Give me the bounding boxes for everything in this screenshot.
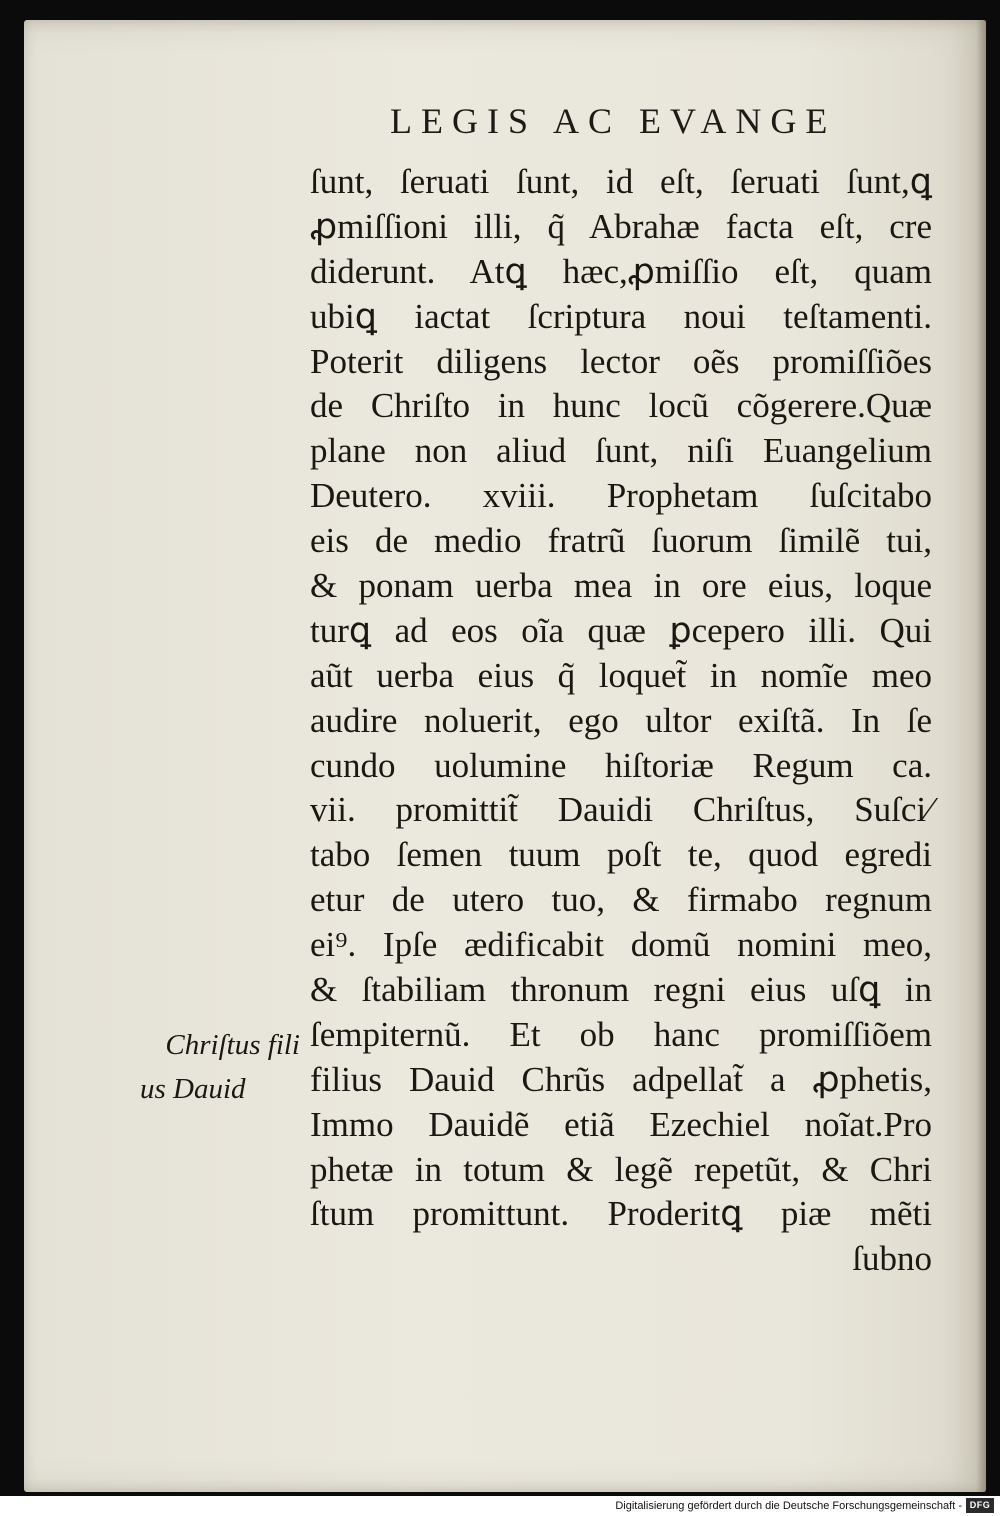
marginal-note [140, 1023, 300, 1111]
text-line: ſempiternũ. Et ob hanc promiſſiõem [310, 1014, 932, 1054]
dfg-logo: DFG [966, 1498, 994, 1513]
text-line: ꝓmiſſioni illi, q̃ Abrahæ facta eſt, cre [310, 206, 932, 246]
marginal-note-line: Chriſtus fili [165, 1029, 300, 1061]
text-line: eis de medio fratrũ ſuorum ſimilẽ tui, [310, 521, 932, 561]
page-edge [976, 20, 986, 1492]
text-line: tabo ſemen tuum poſt te, quod egredi [310, 835, 932, 875]
text-line: audire noluerit, ego ultor exiſtã. In ſe [310, 700, 932, 740]
text-line: ei⁹. Ipſe ædificabit domũ nomini meo, [310, 925, 932, 965]
text-line: vii. promittit̃ Dauidi Chriſtus, Suſci⁄ [310, 790, 932, 830]
text-line: phetæ in totum & legẽ repetũt, & Chri [310, 1149, 932, 1189]
text-line: diderunt. Atꝗ hæc,ꝓmiſſio eſt, quam [310, 251, 932, 291]
text-line: turꝗ ad eos oĩa quæ ꝑcepero illi. Qui [310, 610, 932, 650]
text-line: etur de utero tuo, & firmabo regnum [310, 880, 932, 920]
text-line: Deutero. xviii. Prophetam ſuſcitabo [310, 476, 932, 516]
running-head: LEGIS AC EVANGE [390, 101, 837, 141]
text-line: filius Dauid Chrũs adpellat̃ a ꝓphetis, [310, 1059, 932, 1099]
text-line: cundo uolumine hiſtoriæ Regum ca. [310, 745, 932, 785]
main-text-block [310, 160, 932, 1282]
text-line: ſunt, ſeruati ſunt, id eſt, ſeruati ſunt,ꝗ [310, 162, 932, 201]
text-line: & ſtabiliam thronum regni eius uſꝗ in [310, 970, 932, 1010]
text-line: Immo Dauidẽ etiã Ezechiel noĩat.Pro [310, 1104, 932, 1144]
text-line: aũt uerba eius q̃ loquet̃ in nomĩe meo [310, 655, 932, 695]
text-line: ubiꝗ iactat ſcriptura noui teſtamenti. [310, 296, 932, 336]
text-line: plane non aliud ſunt, niſi Euangelium [310, 431, 932, 471]
catchword: ſubno [852, 1239, 932, 1279]
text-line: & ponam uerba mea in ore eius, loque [310, 566, 932, 606]
marginal-note-line: us Dauid [140, 1073, 246, 1105]
text-line: Poterit diligens lector oẽs promiſſiões [310, 341, 932, 381]
text-line: ſtum promittunt. Proderitꝗ piæ mẽti [310, 1194, 932, 1234]
text-line: de Chriſto in hunc locũ cõgerere.Quæ [310, 386, 932, 426]
footer-credit: Digitalisierung gefördert durch die Deutsche Forschungsgemeinschaft - [615, 1500, 962, 1512]
